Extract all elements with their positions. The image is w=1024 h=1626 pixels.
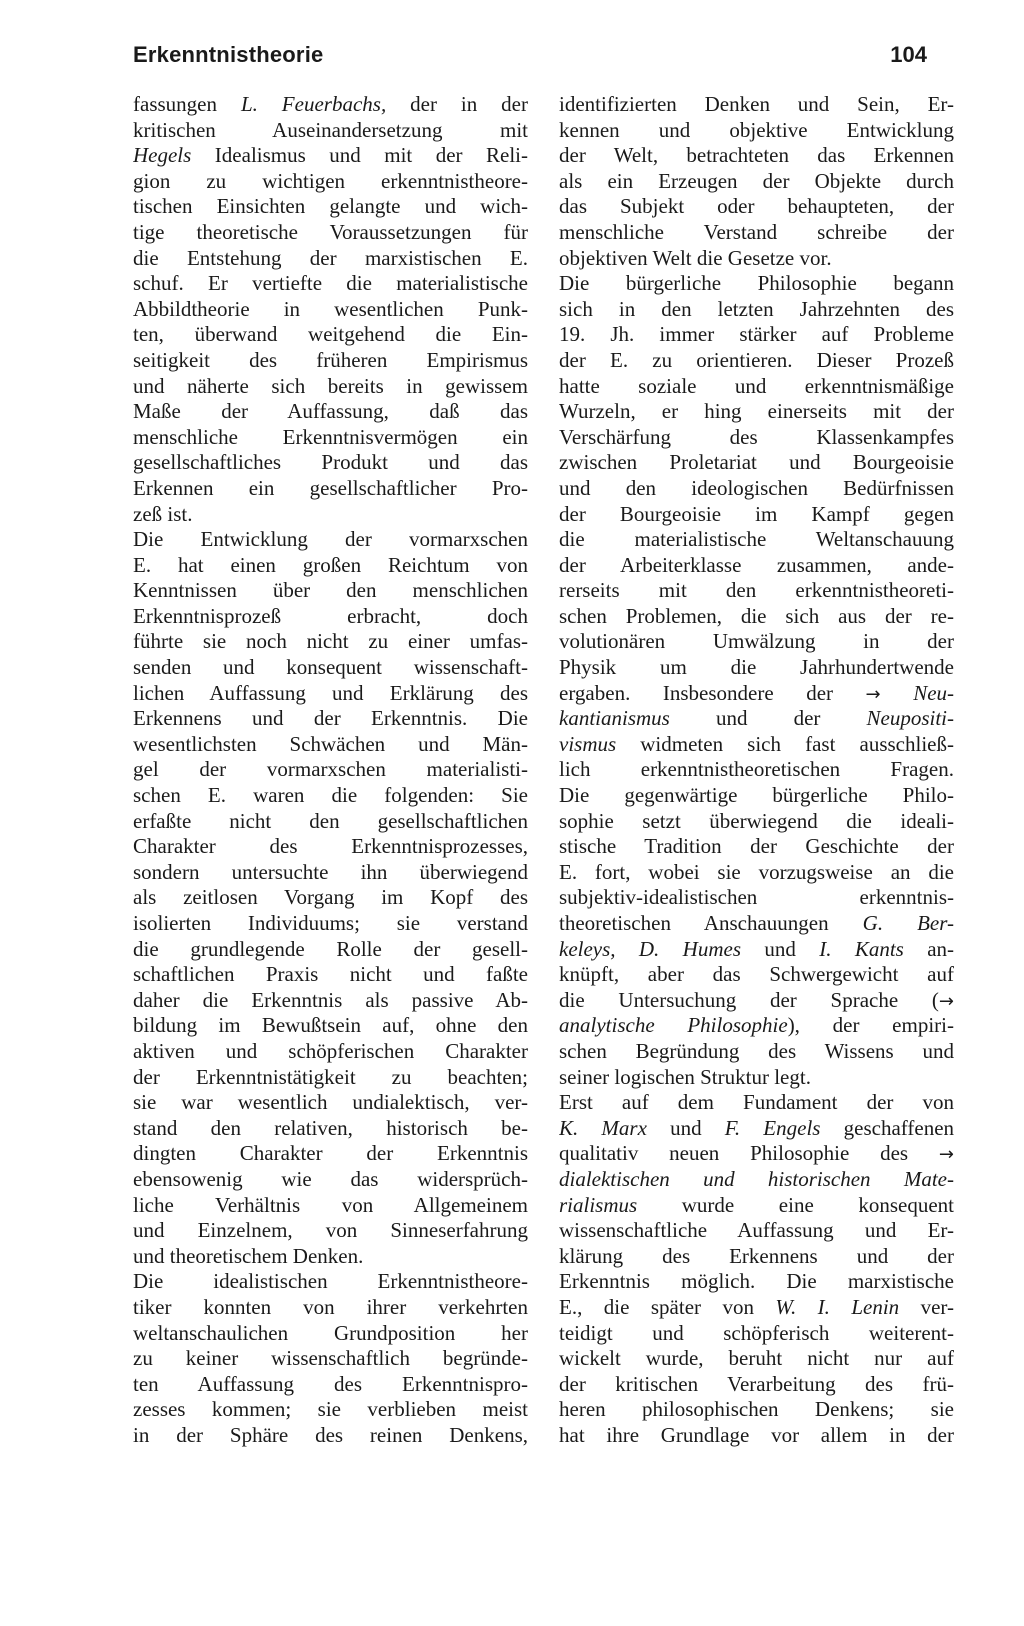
text-segment: wesentlichsten Schwächen und Män- (133, 731, 528, 756)
text-line (133, 374, 528, 400)
text-segment: Physik um die Jahrhundertwende (559, 655, 954, 680)
text-line (559, 92, 954, 118)
text-segment: der Bourgeoisie im Kampf gegen (559, 501, 954, 526)
text-segment: tiker konnten von ihrer verkehrten (133, 1294, 528, 1319)
text-segment: schen Problemen, die sich aus der re- (559, 603, 954, 628)
text-segment: führte sie noch nicht zu einer umfas- (133, 629, 528, 654)
text-segment: ), der empiri- (787, 1013, 954, 1038)
text-segment: erfaßte nicht den gesellschaftlichen (133, 808, 528, 833)
italic-name: Neu- (913, 680, 954, 705)
text-line (133, 1039, 528, 1065)
italic-name: W. I. Lenin (775, 1294, 900, 1319)
text-segment: Wurzeln, er hing einerseits mit der (559, 399, 954, 424)
text-segment: Erkenntnis möglich. Die marxistische (559, 1269, 954, 1294)
text-segment: teidigt und schöpferisch weiterent- (559, 1320, 954, 1345)
text-line (133, 885, 528, 911)
text-line (559, 757, 954, 783)
text-segment: wissenschaftliche Auffassung und Er- (559, 1218, 954, 1243)
text-line (133, 706, 528, 732)
text-line (133, 1269, 528, 1295)
text-segment: identifizierten Denken und Sein, Er- (559, 92, 954, 116)
text-segment: Erkennen ein gesellschaftlicher Pro- (133, 475, 528, 500)
text-line (133, 1090, 528, 1116)
text-line (559, 809, 954, 835)
text-line (559, 1346, 954, 1372)
text-segment: senden und konsequent wissenschaft- (133, 655, 528, 680)
text-line (559, 1372, 954, 1398)
text-line (559, 937, 954, 963)
text-line (133, 502, 528, 528)
text-line (133, 527, 528, 553)
text-segment: an- (903, 936, 954, 961)
italic-name: G. Ber- (862, 911, 954, 935)
text-segment: schaftlichen Praxis nicht und faßte (133, 962, 528, 987)
cross-reference-arrow: → (938, 1144, 954, 1166)
text-segment: als ein Erzeugen der Objekte durch (559, 168, 954, 193)
text-segment: lichen Auffassung und Erklärung des (133, 680, 528, 705)
text-segment: in der Sphäre des reinen Denkens, (133, 1422, 528, 1447)
text-line (559, 1295, 954, 1321)
text-line (133, 1346, 528, 1372)
text-segment: subjektiv-idealistischen erkenntnis- (559, 885, 954, 910)
text-segment: kritischen Auseinandersetzung mit (133, 117, 528, 142)
text-line (133, 1141, 528, 1167)
italic-name: Neupositi- (866, 706, 954, 731)
italic-name: L. Feuerbachs, (240, 92, 387, 116)
text-segment: und der (669, 706, 867, 731)
text-line (133, 988, 528, 1014)
text-line (559, 194, 954, 220)
text-line (133, 1295, 528, 1321)
text-segment: gesellschaftliches Produkt und das (133, 450, 528, 475)
text-segment: qualitativ neuen Philosophie des (559, 1141, 939, 1166)
text-segment: klärung des Erkennens und der (559, 1243, 954, 1268)
text-line (133, 937, 528, 963)
text-line (133, 655, 528, 681)
text-line (559, 1269, 954, 1295)
text-segment: Idealismus und mit der Reli- (191, 143, 528, 168)
text-line (133, 553, 528, 579)
text-line (559, 732, 954, 758)
text-line (133, 246, 528, 272)
text-segment: schen E. waren die folgenden: Sie (133, 783, 528, 808)
text-segment: schen Begründung des Wissens und (559, 1038, 954, 1063)
text-line (559, 655, 954, 681)
text-line (559, 322, 954, 348)
text-line (133, 1397, 528, 1423)
text-line (133, 399, 528, 425)
text-line (133, 1193, 528, 1219)
text-segment: zu keiner wissenschaftlich begründe- (133, 1346, 528, 1371)
text-segment: die grundlegende Rolle der gesell- (133, 936, 528, 961)
text-segment: der E. zu orientieren. Dieser Prozeß (559, 347, 954, 372)
text-line (133, 732, 528, 758)
text-segment: fassungen (133, 92, 241, 116)
text-segment: kennen und objektive Entwicklung (559, 117, 954, 142)
running-header-title: Erkenntnistheorie (133, 42, 324, 67)
text-segment: Verschärfung des Klassenkampfes (559, 424, 954, 449)
text-segment: wickelt wurde, beruht nicht nur auf (559, 1346, 954, 1371)
text-segment: der Welt, betrachteten das Erkennen (559, 143, 954, 168)
text-segment: Erkennens und der Erkenntnis. Die (133, 706, 528, 731)
text-segment: seitigkeit des früheren Empirismus (133, 347, 528, 372)
text-line (133, 118, 528, 144)
text-line (133, 629, 528, 655)
text-segment: daher die Erkenntnis als passive Ab- (133, 987, 528, 1012)
text-segment: geschaffenen (820, 1115, 954, 1140)
text-line (133, 169, 528, 195)
cross-reference-arrow: → (865, 683, 881, 705)
text-line (559, 527, 954, 553)
text-line (559, 885, 954, 911)
text-line (559, 502, 954, 528)
text-line (133, 809, 528, 835)
text-line (559, 962, 954, 988)
text-line (133, 450, 528, 476)
text-segment: E. hat einen großen Reichtum von (133, 552, 528, 577)
text-line (559, 860, 954, 886)
text-line (559, 271, 954, 297)
text-segment: hatte soziale und erkenntnismäßige (559, 373, 954, 398)
text-line (559, 629, 954, 655)
text-line (559, 1321, 954, 1347)
text-segment: Kenntnissen über den menschlichen (133, 578, 528, 603)
text-line (559, 604, 954, 630)
text-segment: und (646, 1115, 725, 1140)
text-segment: widmeten sich fast ausschließ- (616, 731, 954, 756)
text-segment: Die idealistischen Erkenntnistheore- (133, 1269, 528, 1294)
text-line (559, 476, 954, 502)
text-segment: Maße der Auffassung, daß das (133, 399, 528, 424)
text-line (133, 681, 528, 707)
text-segment: sie war wesentlich undialektisch, ver- (133, 1090, 528, 1115)
text-segment: Erkenntnisprozeß erbracht, doch (133, 603, 528, 628)
text-line (133, 322, 528, 348)
text-segment: das Subjekt oder behaupteten, der (559, 194, 954, 219)
text-segment: zeß ist. (133, 501, 193, 526)
text-line (559, 1244, 954, 1270)
text-line (133, 1372, 528, 1398)
text-segment: dingten Charakter der Erkenntnis (133, 1141, 528, 1166)
text-segment: knüpft, aber das Schwergewicht auf (559, 962, 954, 987)
text-line (133, 578, 528, 604)
text-line (133, 757, 528, 783)
text-segment: menschliche Verstand schreibe der (559, 219, 954, 244)
text-segment: Die bürgerliche Philosophie begann (559, 271, 954, 296)
text-line (559, 348, 954, 374)
text-segment: Erst auf dem Fundament der von (559, 1090, 954, 1115)
text-line (559, 1167, 954, 1193)
text-line (133, 220, 528, 246)
text-line (133, 1218, 528, 1244)
text-segment: hat ihre Grundlage vor allem in der (559, 1422, 954, 1447)
text-segment: Die gegenwärtige bürgerliche Philo- (559, 783, 954, 808)
text-segment: die Entstehung der marxistischen E. (133, 245, 528, 270)
text-line (559, 118, 954, 144)
text-line (133, 92, 528, 118)
text-segment: tischen Einsichten gelangte und wich- (133, 194, 528, 219)
right-text-column (559, 92, 954, 1448)
text-line (133, 1244, 528, 1270)
text-segment: Charakter des Erkenntnisprozesses, (133, 834, 528, 859)
text-segment: lich erkenntnistheoretischen Fragen. (559, 757, 954, 782)
text-line (559, 1090, 954, 1116)
text-segment: rerseits mit den erkenntnistheoreti- (559, 578, 954, 603)
text-segment: der Arbeiterklasse zusammen, ande- (559, 552, 954, 577)
text-line (559, 1193, 954, 1219)
text-segment: weltanschaulichen Grundposition her (133, 1320, 528, 1345)
text-segment: heren philosophischen Denkens; sie (559, 1397, 954, 1422)
text-segment: objektiven Welt die Gesetze vor. (559, 245, 832, 270)
text-line (133, 1423, 528, 1449)
text-segment: und (741, 936, 820, 961)
text-line (133, 604, 528, 630)
text-segment: E. fort, wobei sie vorzugsweise an die (559, 859, 954, 884)
cross-reference-arrow: → (938, 990, 954, 1012)
text-line (133, 297, 528, 323)
text-line (559, 1065, 954, 1091)
text-line (559, 1218, 954, 1244)
text-segment: E., die später von (559, 1294, 776, 1319)
text-segment: ten Auffassung des Erkenntnispro- (133, 1371, 528, 1396)
text-segment: und theoretischem Denken. (133, 1243, 364, 1268)
text-segment (881, 681, 914, 705)
text-line (133, 783, 528, 809)
text-line (559, 450, 954, 476)
text-segment: Die Entwicklung der vormarxschen (133, 527, 528, 552)
text-line (559, 783, 954, 809)
text-line (133, 348, 528, 374)
text-line (133, 271, 528, 297)
text-line (559, 1423, 954, 1449)
text-line (559, 911, 954, 937)
text-segment: schuf. Er vertiefte die materialistische (133, 271, 528, 296)
text-line (559, 706, 954, 732)
text-segment: die materialistische Weltanschauung (559, 527, 954, 552)
text-line (133, 962, 528, 988)
text-segment: Abbildtheorie in wesentlichen Punk- (133, 296, 528, 321)
text-line (559, 681, 954, 707)
text-line (559, 1039, 954, 1065)
italic-name: kantianismus (559, 706, 670, 731)
text-segment: und den ideologischen Bedürfnissen (559, 475, 954, 500)
text-line (559, 553, 954, 579)
text-segment: 19. Jh. immer stärker auf Probleme (559, 322, 954, 347)
text-line (133, 911, 528, 937)
text-segment: ten, überwand weitgehend die Ein- (133, 322, 528, 347)
text-line (559, 246, 954, 272)
text-segment: seiner logischen Struktur legt. (559, 1064, 811, 1089)
text-segment: der kritischen Verarbeitung des frü- (559, 1371, 954, 1396)
text-segment: theoretischen Anschauungen (559, 911, 863, 935)
text-segment: sophie setzt überwiegend die ideali- (559, 808, 954, 833)
text-segment: und Einzelnem, von Sinneserfahrung (133, 1218, 528, 1243)
text-segment: ergaben. Insbesondere der (559, 680, 866, 705)
text-line (133, 860, 528, 886)
text-segment: bildung im Bewußtsein auf, ohne den (133, 1013, 528, 1038)
text-segment: ebensowenig wie das widersprüch- (133, 1166, 528, 1191)
text-line (559, 220, 954, 246)
text-segment: gel der vormarxschen materialisti- (133, 757, 528, 782)
text-line (133, 194, 528, 220)
text-line (559, 143, 954, 169)
text-segment: die Untersuchung der Sprache ( (559, 987, 939, 1012)
text-line (559, 1397, 954, 1423)
italic-name: K. Marx (559, 1115, 647, 1140)
text-line (133, 476, 528, 502)
text-line (133, 1321, 528, 1347)
left-text-column (133, 92, 528, 1448)
text-line (559, 425, 954, 451)
text-segment: aktiven und schöpferischen Charakter (133, 1038, 528, 1063)
text-line (559, 169, 954, 195)
text-line (133, 143, 528, 169)
italic-name: keleys, D. Humes (559, 936, 741, 961)
text-line (133, 834, 528, 860)
text-segment: gion zu wichtigen erkenntnistheore- (133, 168, 528, 193)
text-segment: isolierten Individuums; sie verstand (133, 911, 528, 935)
italic-name: F. Engels (724, 1115, 821, 1140)
text-segment: zwischen Proletariat und Bourgeoisie (559, 450, 954, 475)
text-line (133, 425, 528, 451)
text-segment: ver- (899, 1294, 954, 1319)
text-segment: der in der (386, 92, 528, 116)
text-segment: menschliche Erkenntnisvermögen ein (133, 424, 528, 449)
text-line (559, 578, 954, 604)
italic-name: I. Kants (819, 936, 904, 961)
text-segment: stische Tradition der Geschichte der (559, 834, 954, 859)
text-line (133, 1013, 528, 1039)
text-line (559, 399, 954, 425)
text-line (559, 1141, 954, 1167)
text-segment: liche Verhältnis von Allgemeinem (133, 1192, 528, 1217)
italic-name: dialektischen und historischen Mate- (559, 1166, 954, 1191)
text-line (559, 297, 954, 323)
text-segment: sondern untersuchte ihn überwiegend (133, 859, 528, 884)
text-segment: sich in den letzten Jahrzehnten des (559, 296, 954, 321)
text-segment: volutionären Umwälzung in der (559, 629, 954, 654)
text-segment: und näherte sich bereits in gewissem (133, 373, 528, 398)
text-line (559, 1013, 954, 1039)
text-segment: wurde eine konsequent (637, 1192, 954, 1217)
italic-name: Hegels (133, 143, 192, 168)
text-segment: der Erkenntnistätigkeit zu beachten; (133, 1064, 528, 1089)
text-segment: stand den relativen, historisch be- (133, 1115, 528, 1140)
page-number: 104 (890, 42, 927, 67)
italic-name: vismus (559, 731, 617, 756)
text-line (133, 1065, 528, 1091)
text-segment: tige theoretische Voraussetzungen für (133, 219, 528, 244)
text-segment: als zeitlosen Vorgang im Kopf des (133, 885, 528, 910)
text-line (559, 988, 954, 1014)
text-line (133, 1116, 528, 1142)
italic-name: analytische Philosophie (559, 1013, 788, 1038)
text-line (559, 834, 954, 860)
italic-name: rialismus (559, 1192, 638, 1217)
text-segment: zesses kommen; sie verblieben meist (133, 1397, 528, 1422)
text-line (559, 1116, 954, 1142)
text-line (133, 1167, 528, 1193)
text-line (559, 374, 954, 400)
